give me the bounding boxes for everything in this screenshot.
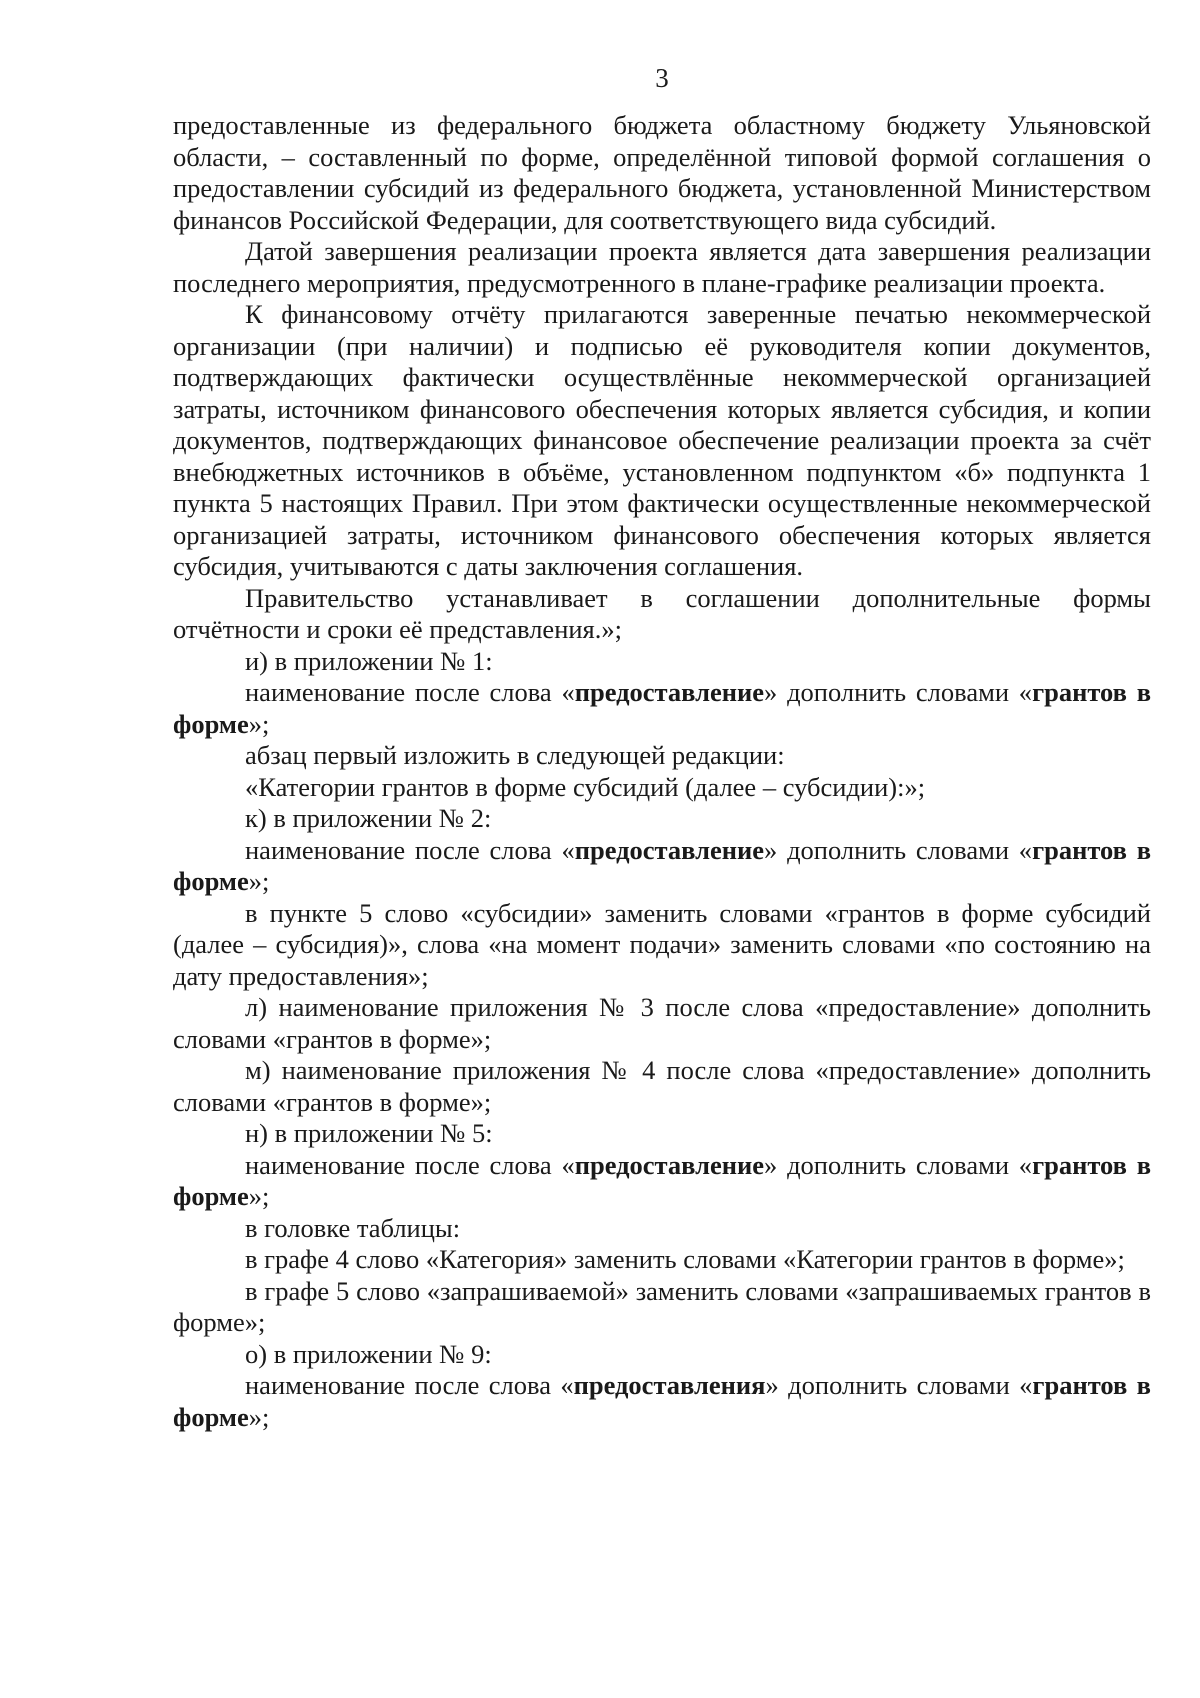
- bold-phrase: грантов в форме: [173, 834, 1152, 896]
- paragraph-9: к) в приложении № 2:: [245, 803, 492, 833]
- document-page: [173, 58, 1151, 1433]
- paragraph-16: в головке таблицы:: [245, 1212, 461, 1243]
- paragraph-10: наименование после слова «предоставление» дополнить словами «грантов в форме»;: [173, 834, 1152, 896]
- page-number: 3: [655, 63, 669, 93]
- bold-phrase: грантов в форме: [173, 677, 1152, 739]
- bold-word: предоставление: [574, 834, 765, 865]
- paragraph-7: абзац первый изложить в следующей редакции:: [245, 740, 785, 770]
- paragraph-4: Правительство устанавливает в соглашении дополнительные формы отчётности и сроки её представления.»;: [173, 582, 1151, 644]
- paragraph-14: н) в приложении № 5:: [245, 1118, 493, 1148]
- paragraph-5: и) в приложении № 1:: [245, 645, 493, 676]
- paragraph-12: л) наименование приложения № 3 после слова «предоставление» дополнить словами «грантов в форме»;: [173, 992, 1151, 1054]
- paragraph-19: о) в приложении № 9:: [245, 1338, 492, 1369]
- paragraph-3: К финансовому отчёту прилагаются заверенные печатью некоммерческой организации (при наличии) и подписью её руководителя копии документов, подтверждающих фактически осуществлённые некоммерческой организацией затраты, источником финансового обеспечения которых является субсидия, и копии документов, подтверждающих финансовое обеспечение реализации проекта за счёт внебюджетных источников в объёме, установленном подпунктом «б» подпункта 1 пункта 5 настоящих Правил. При этом фактически осуществленные некоммерческой организацией затраты, источником финансового обеспечения которых является субсидия, учитываются с даты заключения соглашения.: [173, 299, 1151, 581]
- bold-word: предоставления: [573, 1370, 766, 1400]
- paragraph-8: «Категории грантов в форме субсидий (далее – субсидии):»;: [245, 771, 926, 802]
- paragraph-15: наименование после слова «предоставление» дополнить словами «грантов в форме»;: [173, 1149, 1152, 1211]
- paragraph-11: в пункте 5 слово «субсидии» заменить словами «грантов в форме субсидий (далее – субсидия)», слова «на момент подачи» заменить словами «по состоянию на дату предоставления»;: [173, 897, 1151, 991]
- bold-phrase: грантов в форме: [173, 1149, 1152, 1211]
- bold-word: предоставление: [574, 1149, 765, 1180]
- paragraph-13: м) наименование приложения № 4 после слова «предоставление» дополнить словами «грантов в форме»;: [173, 1055, 1151, 1117]
- paragraph-17: в графе 4 слово «Категория» заменить словами «Категории грантов в форме»;: [245, 1244, 1125, 1274]
- bold-word: предоставление: [574, 677, 765, 707]
- paragraph-20: наименование после слова «предоставления» дополнить словами «грантов в форме»;: [173, 1370, 1151, 1432]
- paragraph-1: предоставленные из федерального бюджета областному бюджету Ульяновской области, – составленный по форме, определённой типовой формой соглашения о предоставлении субсидий из федерального бюджета, установленной Министерством финансов Российской Федерации, для соответствующего вида субсидий.: [173, 110, 1151, 235]
- paragraph-18: в графе 5 слово «запрашиваемой» заменить словами «запрашиваемых грантов в форме»;: [173, 1275, 1151, 1337]
- paragraph-6: наименование после слова «предоставление» дополнить словами «грантов в форме»;: [173, 677, 1152, 739]
- bold-phrase: грантов в форме: [173, 1370, 1151, 1432]
- paragraph-2: Датой завершения реализации проекта является дата завершения реализации последнего мероприятия, предусмотренного в плане-графике реализации проекта.: [173, 236, 1151, 298]
